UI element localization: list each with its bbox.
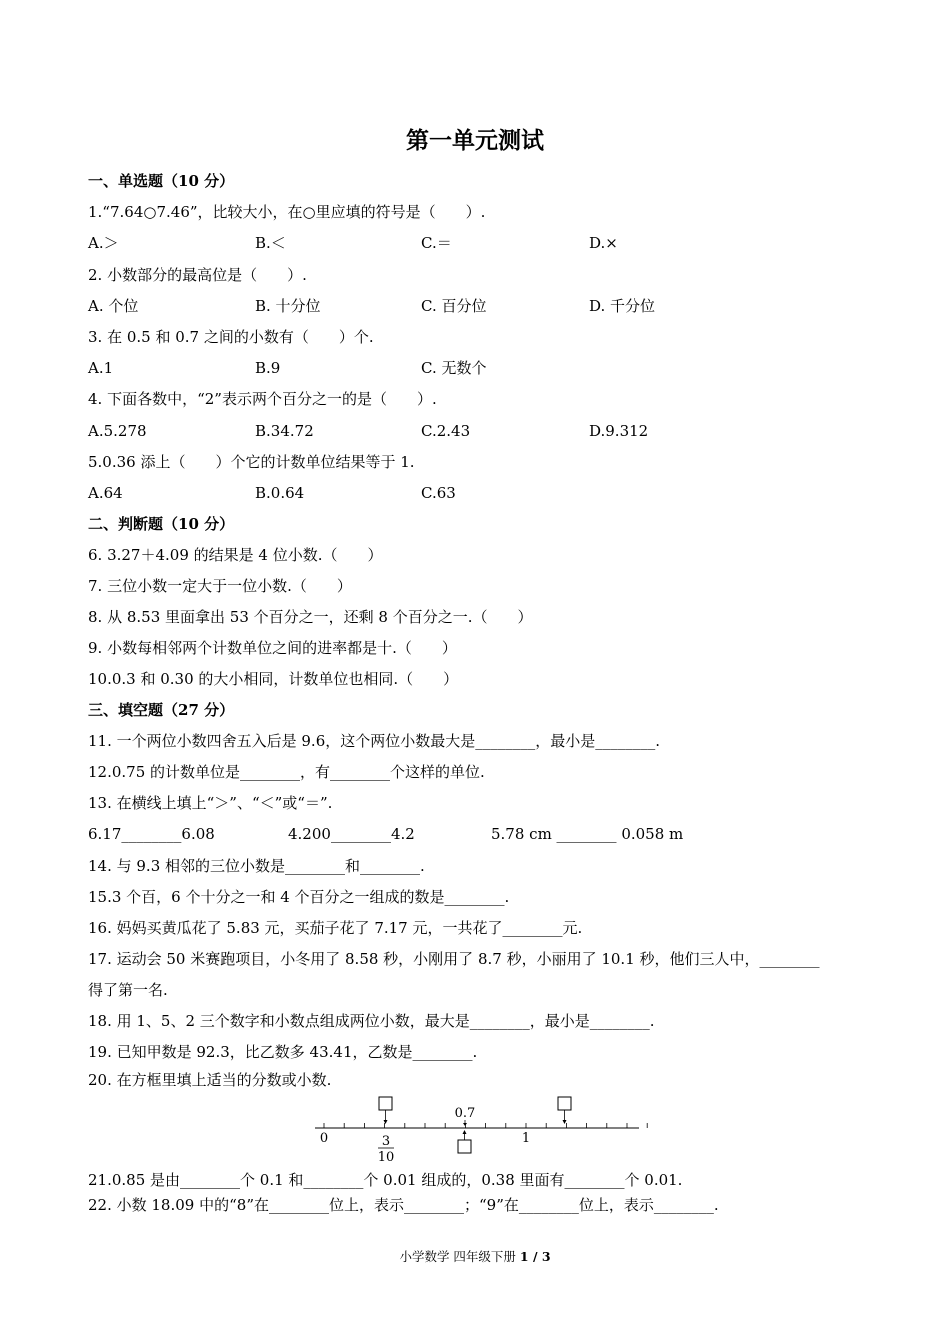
question-22: 22. 小数 18.09 中的“8”在________位上，表示________；“9”在________位上，表示________. — [88, 1196, 719, 1214]
footer-text: 小学数学 四年级下册 — [399, 1249, 520, 1264]
question-19: 19. 已知甲数是 92.3，比乙数多 43.41，乙数是________. — [88, 1043, 478, 1061]
question-18: 18. 用 1、5、2 三个数字和小数点组成两位小数，最大是________，最小是________. — [88, 1012, 655, 1030]
answer-box-upper-left[interactable] — [379, 1097, 392, 1110]
section-heading-fill-in: 三、填空题（27 分） — [88, 701, 235, 719]
label-zero: 0 — [319, 1131, 329, 1146]
q2-option-d: D. 千分位 — [589, 297, 656, 315]
number-line-figure — [300, 1094, 650, 1164]
section-heading-single-choice: 一、单选题（10 分） — [88, 172, 235, 190]
q5-option-b: B.0.64 — [255, 484, 305, 502]
q13-item-b: 4.200________4.2 — [288, 825, 415, 843]
q3-option-b: B.9 — [255, 359, 281, 377]
section-heading-true-false: 二、判断题（10 分） — [88, 515, 235, 533]
question-17-line-2: 得了第一名. — [88, 981, 168, 999]
question-21: 21.0.85 是由________个 0.1 和________个 0.01 组成的，0.38 里面有________个 0.01. — [88, 1171, 683, 1189]
answer-box-lower[interactable] — [458, 1140, 471, 1153]
fraction-denominator: 10 — [377, 1150, 395, 1164]
q13-item-a: 6.17________6.08 — [88, 825, 215, 843]
pointer-arrow-upper-right — [563, 1120, 567, 1124]
q1-option-d: D.× — [589, 234, 618, 252]
question-12: 12.0.75 的计数单位是________，有________个这样的单位. — [88, 763, 485, 781]
q1-option-a: A.＞ — [88, 234, 119, 252]
page-number: 1 / 3 — [519, 1249, 551, 1264]
q2-option-b: B. 十分位 — [255, 297, 321, 315]
q1-option-c: C.＝ — [421, 234, 452, 252]
q4-option-b: B.34.72 — [255, 422, 314, 440]
answer-box-upper-right[interactable] — [558, 1097, 571, 1110]
question-8: 8. 从 8.53 里面拿出 53 个百分之一，还剩 8 个百分之一.（ ） — [88, 608, 533, 626]
question-9: 9. 小数每相邻两个计数单位之间的进率都是十.（ ） — [88, 639, 457, 657]
question-15: 15.3 个百，6 个十分之一和 4 个百分之一组成的数是________. — [88, 888, 510, 906]
question-20: 20. 在方框里填上适当的分数或小数. — [88, 1071, 332, 1089]
q4-option-a: A.5.278 — [88, 422, 147, 440]
question-5: 5.0.36 添上（ ）个它的计数单位结果等于 1. — [88, 453, 415, 471]
question-3: 3. 在 0.5 和 0.7 之间的小数有（ ）个. — [88, 328, 374, 346]
q4-option-d: D.9.312 — [589, 422, 649, 440]
label-one: 1 — [521, 1131, 531, 1146]
page-footer — [0, 1247, 950, 1265]
question-4: 4. 下面各数中，“2”表示两个百分之一的是（ ）. — [88, 390, 437, 408]
label-0-7: 0.7 — [454, 1106, 476, 1121]
question-7: 7. 三位小数一定大于一位小数.（ ） — [88, 577, 352, 595]
q5-option-c: C.63 — [421, 484, 456, 502]
question-1: 1.“7.64○7.46”，比较大小，在○里应填的符号是（ ）. — [88, 203, 486, 221]
pointer-arrow-0-7 — [463, 1123, 467, 1126]
question-16: 16. 妈妈买黄瓜花了 5.83 元，买茄子花了 7.17 元，一共花了________元. — [88, 919, 583, 937]
fraction-numerator: 3 — [381, 1134, 391, 1149]
question-14: 14. 与 9.3 相邻的三位小数是________和________. — [88, 857, 425, 875]
pointer-arrow-lower — [463, 1130, 467, 1134]
pointer-arrow-upper-left — [384, 1120, 388, 1124]
question-13: 13. 在横线上填上“＞”、“＜”或“＝”. — [88, 794, 333, 812]
question-2: 2. 小数部分的最高位是（ ）. — [88, 266, 307, 284]
q5-option-a: A.64 — [88, 484, 123, 502]
q13-item-c: 5.78 cm ________ 0.058 m — [491, 825, 684, 843]
q2-option-c: C. 百分位 — [421, 297, 487, 315]
question-10: 10.0.3 和 0.30 的大小相同，计数单位也相同.（ ） — [88, 670, 459, 688]
q1-option-b: B.＜ — [255, 234, 286, 252]
q3-option-a: A.1 — [88, 359, 114, 377]
question-17-line-1: 17. 运动会 50 米赛跑项目，小冬用了 8.58 秒，小刚用了 8.7 秒，小丽用了 10.1 秒，他们三人中，________ — [88, 950, 820, 968]
q3-option-c: C. 无数个 — [421, 359, 487, 377]
q2-option-a: A. 个位 — [88, 297, 139, 315]
number-line-ticks — [324, 1123, 647, 1128]
question-11: 11. 一个两位小数四舍五入后是 9.6，这个两位小数最大是________，最小是________. — [88, 732, 661, 750]
question-6: 6. 3.27＋4.09 的结果是 4 位小数.（ ） — [88, 546, 383, 564]
page-title: 第一单元测试 — [406, 127, 544, 154]
q4-option-c: C.2.43 — [421, 422, 471, 440]
